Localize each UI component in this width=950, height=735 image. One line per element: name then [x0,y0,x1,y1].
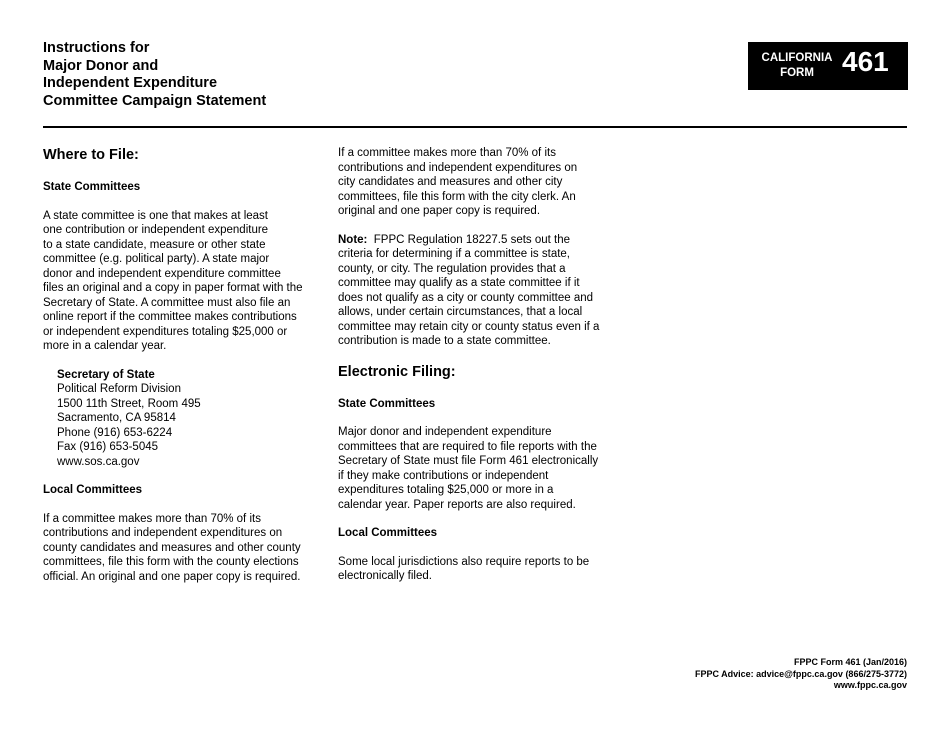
note-label: Note: [338,233,368,246]
left-column [43,140,328,584]
text-line: county candidates and measures and other county [43,541,301,554]
address-division: Political Reform Division [57,383,181,395]
text-line: or independent expenditures totaling $25,000 or [43,325,288,338]
text-line: contributions and independent expenditures on [338,161,578,174]
secretary-of-state-heading: Secretary of State [57,368,155,381]
title-line: Instructions for [43,40,150,56]
text-line: expenditures totaling $25,000 or more in a [338,484,554,496]
text-line: official. An original and one paper copy is required. [43,570,301,583]
text-line: A state committee is one that makes at least [43,209,268,222]
note-first-line [338,233,623,248]
footer-form-version: FPPC Form 461 (Jan/2016) [793,657,907,667]
text-line: If a committee makes more than 70% of its [338,147,556,159]
text-line: one contribution or independent expenditure [43,224,269,236]
form-badge-state: CALIFORNIA [761,52,833,64]
note-first-text: FPPC Regulation 18227.5 sets out the [367,233,571,246]
text-line: committees, file this form with the county elections [43,556,299,568]
text-line: contributions and independent expenditures on [43,527,283,539]
electronic-local-committees-paragraph [338,555,623,584]
header-divider [43,126,907,128]
state-committees-paragraph [43,209,328,354]
text-line: files an original and a copy in paper format with the [43,282,303,294]
title-line: Major Donor and [43,57,159,74]
form-badge-form: FORM [780,67,814,79]
electronic-state-committees-paragraph [338,425,623,512]
footer-advice-contact: FPPC Advice: advice@fppc.ca.gov (866/275-3772) [694,668,907,679]
text-line: committee may retain city or county status even if a [338,320,600,333]
text-line: committees, file this form with the city clerk. An [338,190,576,203]
text-line: Secretary of State. A committee must also file an [43,296,291,309]
text-line: allows, under certain circumstances, that a local [338,306,583,318]
text-line: If a committee makes more than 70% of its [43,512,261,525]
page-footer [695,657,907,692]
local-committees-heading: Local Committees [43,484,143,496]
text-line: online report if the committee makes contributions [43,311,297,323]
form-number-badge [748,42,908,90]
local-committees-paragraph [43,512,328,585]
text-line: more in a calendar year. [43,340,167,352]
text-line: does not qualify as a city or county committee and [338,291,594,304]
form-badge-number: 461 [842,46,889,77]
address-street: 1500 11th Street, Room 495 [57,397,201,410]
text-line: criteria for determining if a committee is state, [338,248,570,260]
address-phone: Phone (916) 653-6224 [57,426,173,439]
text-line: donor and independent expenditure committee [43,267,281,280]
text-line: Major donor and independent expenditure [338,426,552,438]
address-fax: Fax (916) 653-5045 [57,441,159,453]
state-committees-heading: State Committees [43,181,141,193]
right-column [338,146,623,584]
text-line: original and one paper copy is required. [338,205,541,217]
text-line: contribution is made to a state committee. [338,335,551,347]
text-line: if they make contributions or independent [338,469,549,482]
text-line: Some local jurisdictions also require reports to be [338,555,590,568]
city-committees-paragraph [338,146,623,219]
text-line: to a state candidate, measure or other state [43,238,266,251]
electronic-state-committees-heading: State Committees [338,397,436,410]
title-line: Independent Expenditure [43,75,218,91]
electronic-local-committees-heading: Local Committees [338,527,438,539]
title-line: Committee Campaign Statement [43,92,267,109]
footer-website-link: www.fppc.ca.gov [833,680,907,690]
address-website: www.sos.ca.gov [57,455,140,468]
text-line: city candidates and measures and other city [338,176,563,188]
address-city: Sacramento, CA 95814 [57,412,176,424]
text-line: electronically filed. [338,570,432,582]
electronic-filing-heading: Electronic Filing: [338,363,456,380]
text-line: committee (e.g. political party). A state major [43,253,270,265]
form-badge-label [756,51,838,81]
where-to-file-heading: Where to File: [43,147,139,163]
text-line: committees that are required to file reports with the [338,440,597,453]
page-title [43,40,443,110]
text-line: calendar year. Paper reports are also required. [338,498,576,511]
text-line: Secretary of State must file Form 461 electronically [338,455,599,467]
text-line: county, or city. The regulation provides that a [338,262,566,275]
secretary-of-state-address [43,368,328,470]
text-line: committee may qualify as a state committee if it [338,277,580,289]
note-paragraph [338,233,623,349]
